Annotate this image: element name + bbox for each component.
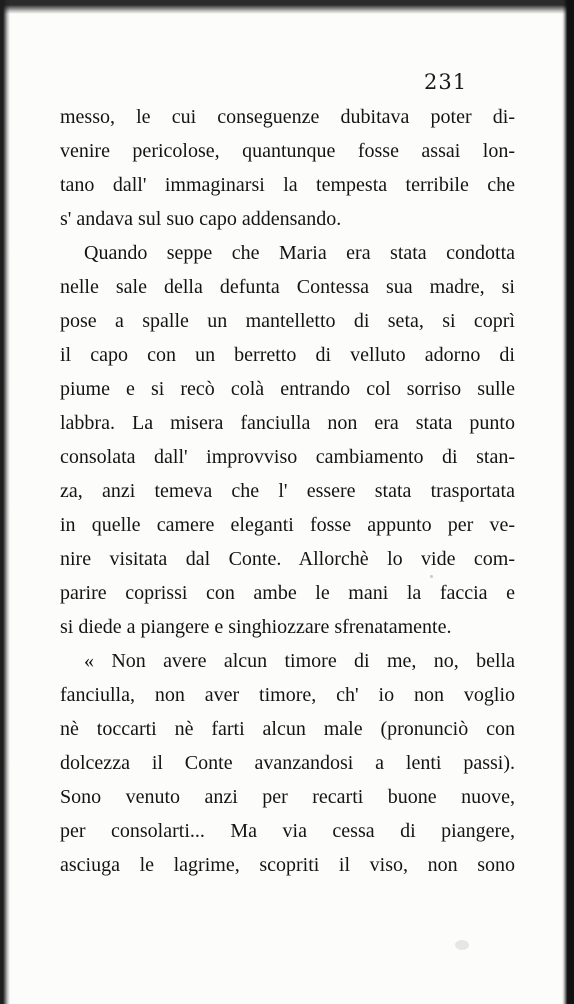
text-line: per consolarti... Ma via cessa di piangere, xyxy=(60,820,515,842)
body-text xyxy=(60,100,515,882)
text-line: tano dall' immaginarsi la tempesta terribile che xyxy=(60,174,515,196)
text-line: « Non avere alcun timore di me, no, bella xyxy=(84,650,515,672)
text-line: consolata dall' improvviso cambiamento di stan- xyxy=(60,446,515,468)
scan-edge-right xyxy=(562,0,574,1004)
scan-edge-top xyxy=(0,0,574,14)
text-line: Sono venuto anzi per recarti buone nuove, xyxy=(60,786,515,808)
text-line: s' andava sul suo capo addensando. xyxy=(60,208,342,230)
text-line: il capo con un berretto di velluto adorno di xyxy=(60,344,515,366)
text-line: in quelle camere eleganti fosse appunto per ve- xyxy=(60,514,515,536)
text-line: asciuga le lagrime, scopriti il viso, non sono xyxy=(60,854,515,876)
text-line: fanciulla, non aver timore, ch' io non voglio xyxy=(60,684,515,706)
scan-edge-left xyxy=(0,0,10,1004)
scan-speck xyxy=(498,182,502,186)
text-line: za, anzi temeva che l' essere stata trasportata xyxy=(60,480,515,502)
text-line: labbra. La misera fanciulla non era stata punto xyxy=(60,412,515,434)
text-line: nè toccarti nè farti alcun male (pronunciò con xyxy=(60,718,515,740)
scan-speck xyxy=(455,940,469,950)
text-line: messo, le cui conseguenze dubitava poter di- xyxy=(60,106,515,128)
text-line: nire visitata dal Conte. Allorchè lo vide com- xyxy=(60,548,515,570)
scan-speck xyxy=(430,575,433,578)
text-line: si diede a piangere e singhiozzare sfrenatamente. xyxy=(60,616,452,638)
text-line: parire coprissi con ambe le mani la faccia e xyxy=(60,582,515,604)
text-line: pose a spalle un mantelletto di seta, si coprì xyxy=(60,310,515,332)
text-line: dolcezza il Conte avanzandosi a lenti passi). xyxy=(60,752,515,774)
page-number: 231 xyxy=(424,70,468,94)
text-line: venire pericolose, quantunque fosse assai lon- xyxy=(60,140,515,162)
text-line: Quando seppe che Maria era stata condotta xyxy=(84,242,515,264)
text-line: piume e si recò colà entrando col sorriso sulle xyxy=(60,378,515,400)
text-line: nelle sale della defunta Contessa sua madre, si xyxy=(60,276,515,298)
